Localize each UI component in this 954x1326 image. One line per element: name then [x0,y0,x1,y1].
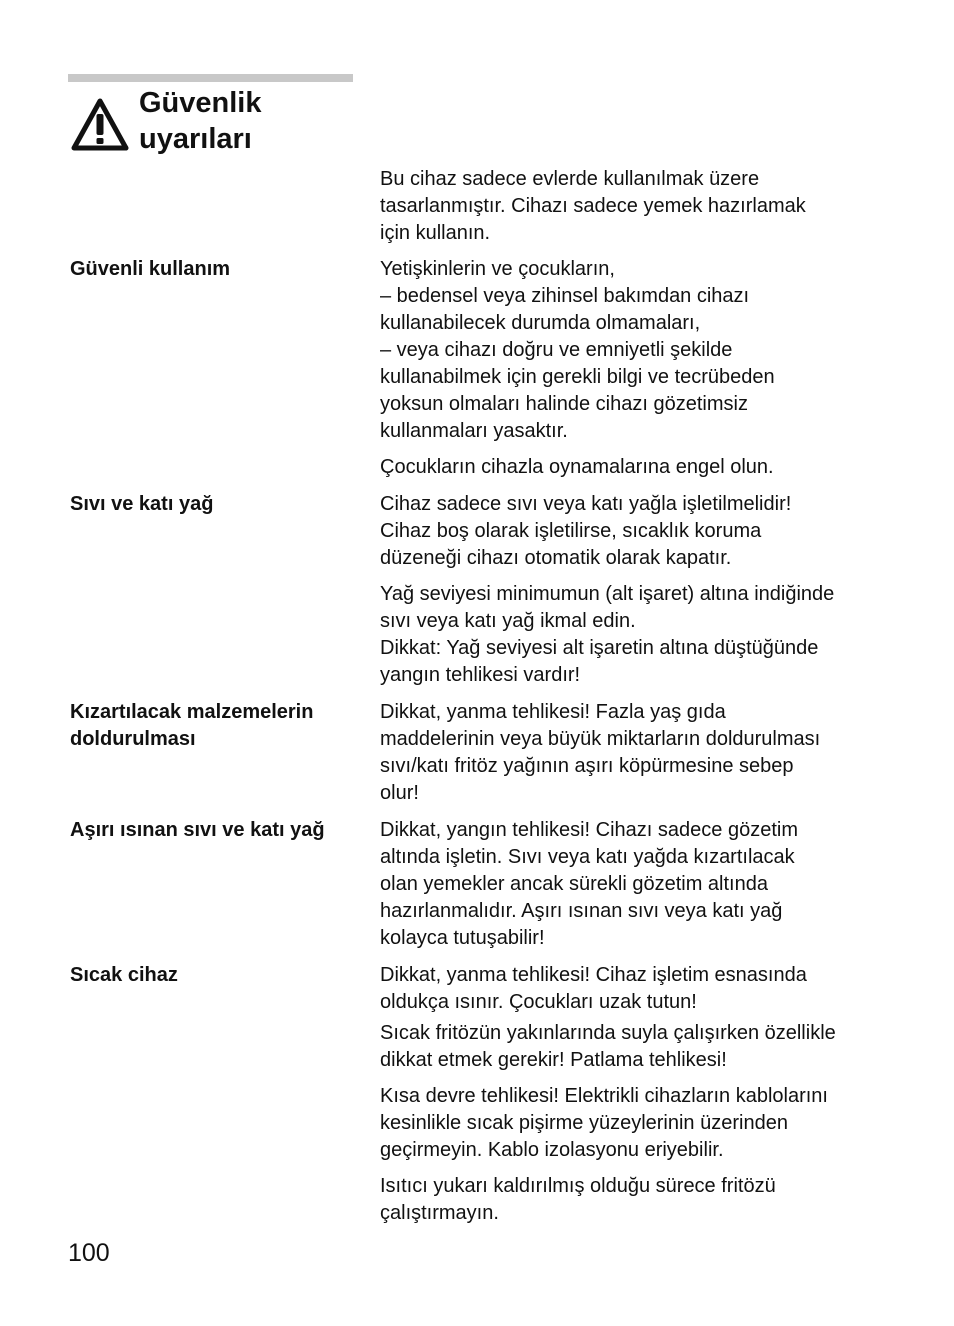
text-line: Dikkat, yanma tehlikesi! Cihaz işletim esnasında [380,964,807,986]
section-body [380,817,900,961]
section-body [380,256,900,490]
paragraph [380,256,900,445]
text-line: dikkat etmek gerekir! Patlama tehlikesi! [380,1049,727,1071]
paragraph [380,491,900,572]
paragraph [380,454,900,481]
section-label [70,491,360,518]
text-line: yoksun olmaları halinde cihazı gözetimsiz [380,393,748,415]
text-line: Sıcak fritözün yakınlarında suyla çalışırken özellikle [380,1022,836,1044]
page-title-line-2: uyarıları [139,123,252,155]
page-title-line-1: Güvenlik [139,87,262,119]
paragraph [380,1020,900,1074]
paragraph [380,699,900,807]
text-line: altında işletin. Sıvı veya katı yağda kızartılacak [380,846,795,868]
text-line: Yetişkinlerin ve çocukların, [380,258,615,280]
text-line: Cihaz sadece sıvı veya katı yağla işletilmelidir! [380,493,792,515]
text-line: Dikkat, yangın tehlikesi! Cihazı sadece gözetim [380,819,798,841]
paragraph [380,1173,900,1227]
text-line: Cihaz boş olarak işletilirse, sıcaklık koruma [380,520,762,542]
paragraph [380,817,900,952]
text-line: sıvı veya katı yağ ikmal edin. [380,610,636,632]
text-line: Dikkat, yanma tehlikesi! Fazla yaş gıda [380,701,726,723]
section-label [70,962,360,989]
section-label [70,256,360,283]
text-line: Dikkat: Yağ seviyesi alt işaretin altına düştüğünde [380,637,819,659]
label-line: Kızartılacak malzemelerin [70,701,314,723]
text-line: kullanabilmek için gerekli bilgi ve tecrübeden [380,366,775,388]
section-body [380,491,900,698]
text-line: yangın tehlikesi vardır! [380,664,581,686]
intro-paragraph [380,166,900,247]
label-line: Aşırı ısınan sıvı ve katı yağ [70,819,325,841]
text-line: Bu cihaz sadece evlerde kullanılmak üzere [380,168,760,190]
label-line: doldurulması [70,728,196,750]
text-line: sıvı/katı fritöz yağının aşırı köpürmesine sebep [380,755,794,777]
text-line: çalıştırmayın. [380,1202,499,1224]
text-line: düzeneği cihazı otomatik olarak kapatır. [380,547,732,569]
text-line: hazırlanmalıdır. Aşırı ısınan sıvı veya katı yağ [380,900,783,922]
section-body [380,699,900,816]
text-line: oldukça ısınır. Çocukları uzak tutun! [380,991,697,1013]
text-line: geçirmeyin. Kablo izolasyonu eriyebilir. [380,1139,724,1161]
label-line: Sıvı ve katı yağ [70,493,214,515]
top-rule [68,74,353,82]
intro-text [380,166,900,256]
text-line: Çocukların cihazla oynamalarına engel olun. [380,456,774,478]
warning-triangle-icon [70,97,130,152]
text-line: olan yemekler ancak sürekli gözetim altında [380,873,768,895]
section-label [70,817,360,844]
section-body [380,962,900,1236]
paragraph [380,581,900,689]
page-title [139,85,262,157]
text-line: Isıtıcı yukarı kaldırılmış olduğu sürece fritözü [380,1175,776,1197]
text-line: için kullanın. [380,222,491,244]
text-line: kolayca tutuşabilir! [380,927,545,949]
text-line: – bedensel veya zihinsel bakımdan cihazı [380,285,750,307]
paragraph [380,962,900,1016]
section-label [70,699,360,753]
text-line: olur! [380,782,419,804]
text-line: – veya cihazı doğru ve emniyetli şekilde [380,339,733,361]
label-line: Sıcak cihaz [70,964,178,986]
text-line: maddelerinin veya büyük miktarların doldurulması [380,728,821,750]
text-line: kullanabilecek durumda olmamaları, [380,312,701,334]
page-number: 100 [68,1239,110,1267]
text-line: Kısa devre tehlikesi! Elektrikli cihazların kablolarını [380,1085,828,1107]
text-line: Yağ seviyesi minimumun (alt işaret) altına indiğinde [380,583,835,605]
label-line: Güvenli kullanım [70,258,231,280]
text-line: kesinlikle sıcak pişirme yüzeylerinin üzerinden [380,1112,788,1134]
text-line: tasarlanmıştır. Cihazı sadece yemek hazırlamak [380,195,806,217]
paragraph [380,1083,900,1164]
text-line: kullanmaları yasaktır. [380,420,568,442]
